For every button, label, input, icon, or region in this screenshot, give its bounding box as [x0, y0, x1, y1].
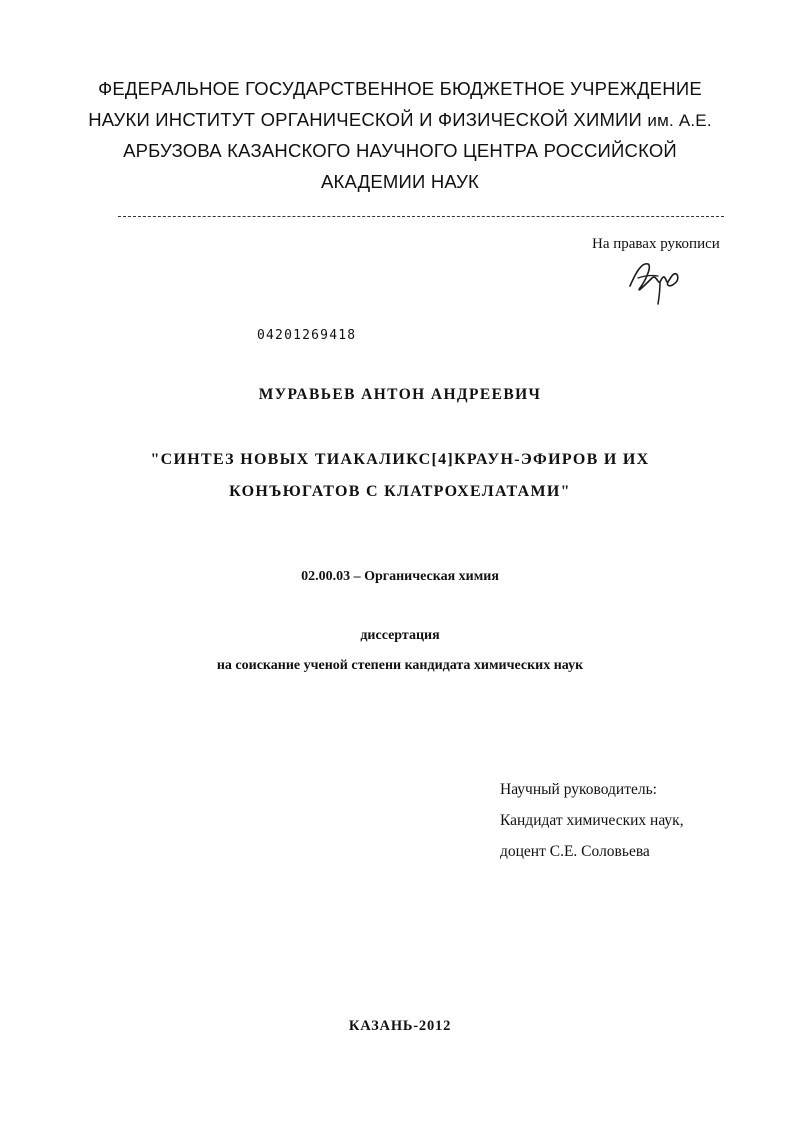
supervisor-name: доцент С.Е. Соловьева [500, 843, 650, 860]
author-name: МУРАВЬЕВ АНТОН АНДРЕЕВИЧ [258, 386, 542, 403]
title-line-1: "СИНТЕЗ НОВЫХ ТИАКАЛИКС[4]КРАУН-ЭФИРОВ И ИХ [150, 451, 650, 468]
supervisor-block [500, 774, 760, 867]
header-line-1: ФЕДЕРАЛЬНОЕ ГОСУДАРСТВЕННОЕ БЮДЖЕТНОЕ УЧРЕЖДЕНИЕ [98, 78, 702, 99]
header-line-2 [80, 105, 720, 137]
work-type: диссертация [360, 628, 440, 643]
header-line-2-main: НАУКИ ИНСТИТУТ ОРГАНИЧЕСКОЙ И ФИЗИЧЕСКОЙ ХИМИИ [88, 108, 643, 130]
header-line-2-initials: им. А.Е. [647, 110, 712, 130]
city-year: КАЗАНЬ-2012 [348, 1018, 452, 1034]
dissertation-title [80, 444, 720, 508]
header-line-3: АРБУЗОВА КАЗАНСКОГО НАУЧНОГО ЦЕНТРА РОССИЙСКОЙ [123, 140, 677, 161]
specialty-code: 02.00.03 – Органическая химия [301, 569, 499, 584]
title-line-2: КОНЪЮГАТОВ С КЛАТРОХЕЛАТАМИ" [229, 483, 571, 500]
dashed-divider [118, 216, 724, 217]
signature-mark [626, 254, 682, 306]
catalog-number: 04201269418 [257, 328, 357, 343]
degree-sought: на соискание ученой степени кандидата химических наук [216, 658, 584, 673]
supervisor-degree: Кандидат химических наук, [500, 812, 684, 829]
institution-header [80, 74, 720, 197]
header-line-4: АКАДЕМИИ НАУК [320, 170, 480, 192]
supervisor-label: Научный руководитель: [500, 781, 657, 798]
rights-note: На правах рукописи [592, 236, 720, 252]
